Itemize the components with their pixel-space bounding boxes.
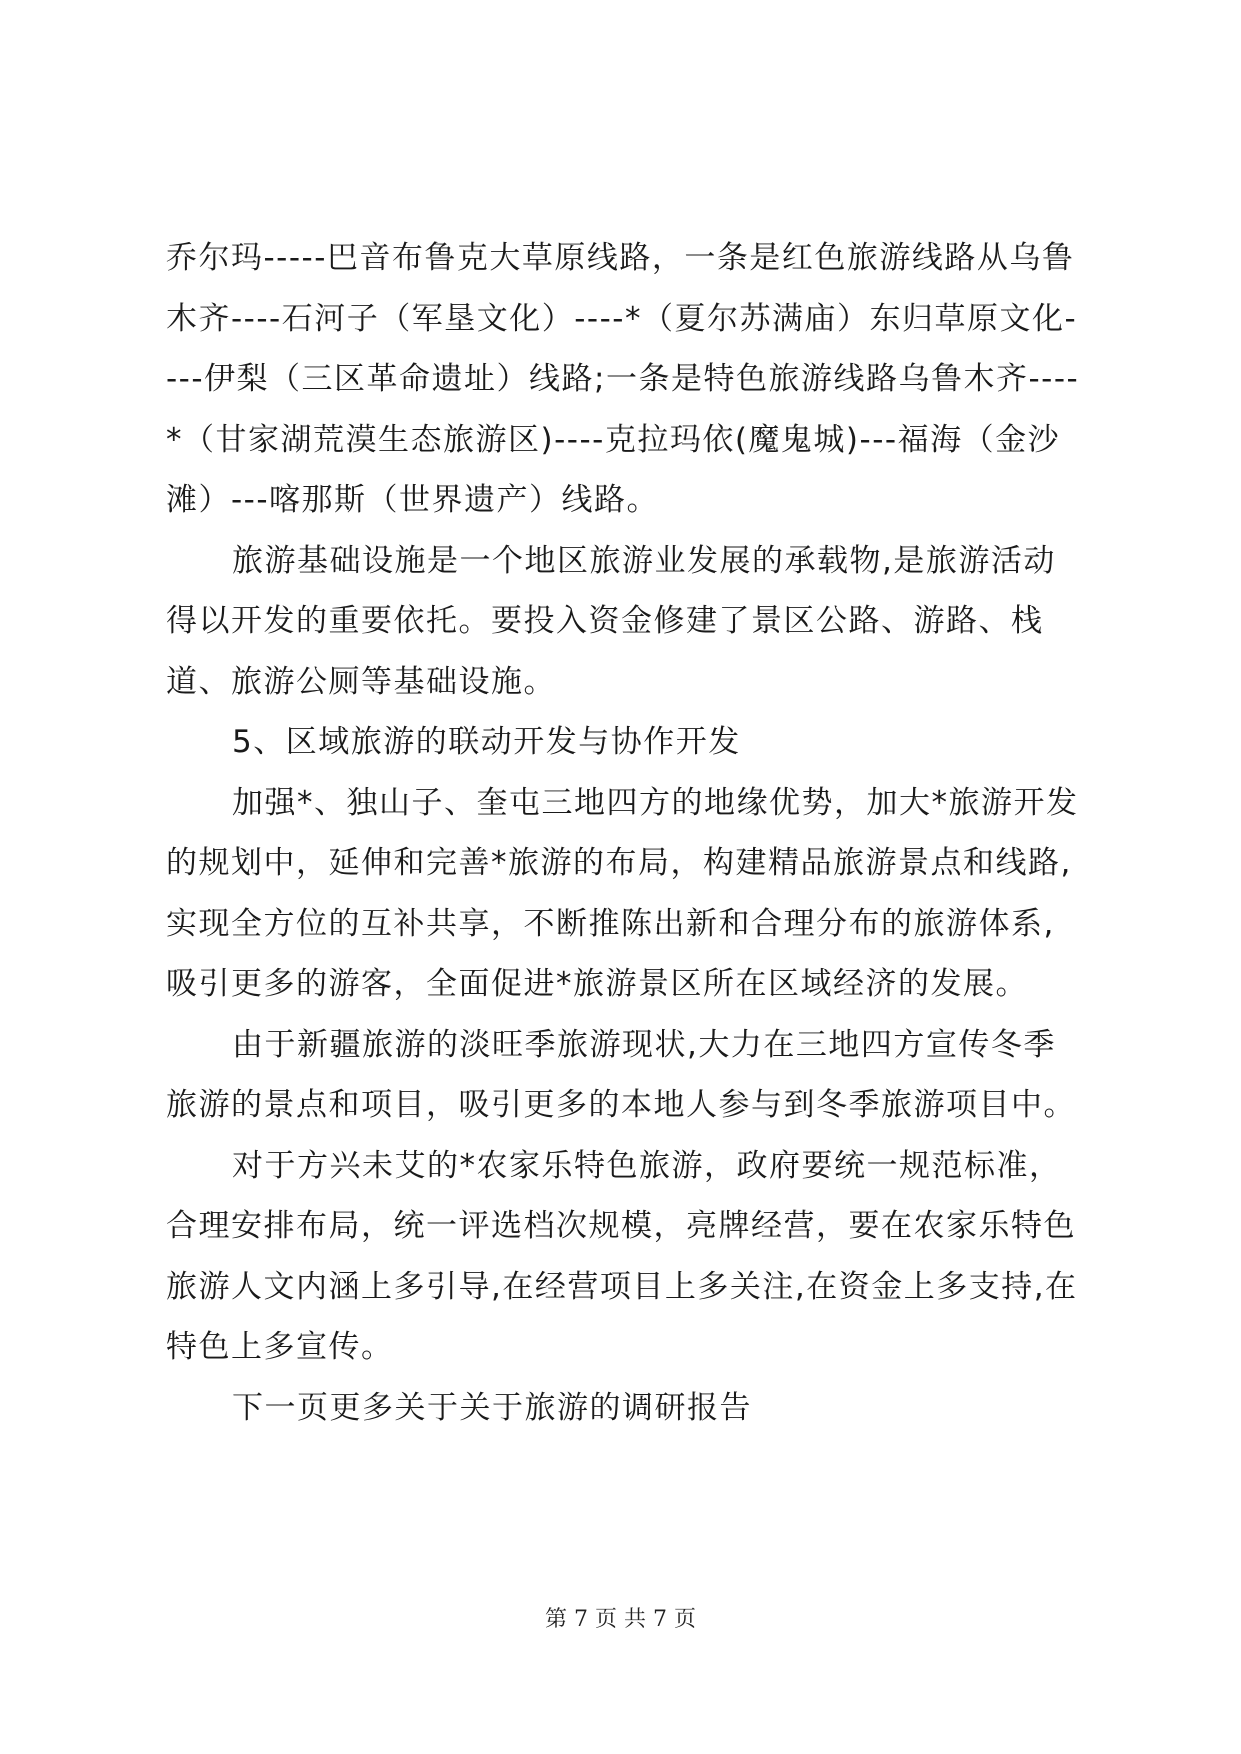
paragraph-route-continuation: 乔尔玛-----巴音布鲁克大草原线路，一条是红色旅游线路从乌鲁木齐----石河子（军垦文化）----*（夏尔苏满庙）东归草原文化----伊梨（三区革命遗址）线路;一条是特色旅游线路乌鲁木齐----*（甘家湖荒漠生态旅游区)----克拉玛依(魔鬼城)---福海（金沙滩）---喀那斯（世界遗产）线路。 (166, 240, 1080, 518)
paragraph-infrastructure: 旅游基础设施是一个地区旅游业发展的承载物,是旅游活动得以开发的重要依托。要投入资金修建了景区公路、游路、栈道、旅游公厕等基础设施。 (166, 542, 1056, 700)
section-heading-regional-tourism: 5、区域旅游的联动开发与协作开发 (232, 724, 741, 760)
page-number-footer: 第 7 页 共 7 页 (545, 1607, 696, 1632)
next-page-link-text: 下一页更多关于关于旅游的调研报告 (232, 1389, 752, 1426)
paragraph-winter-tourism: 由于新疆旅游的淡旺季旅游现状,大力在三地四方宣传冬季旅游的景点和项目，吸引更多的本地人参与到冬季旅游项目中。 (166, 1026, 1076, 1123)
paragraph-farmhouse-tourism: 对于方兴未艾的*农家乐特色旅游，政府要统一规范标准，合理安排布局，统一评选档次规模，亮牌经营，要在农家乐特色旅游人文内涵上多引导,在经营项目上多关注,在资金上多支持,在特色上多宣传。 (166, 1147, 1078, 1365)
document-body (166, 228, 1086, 1438)
paragraph-regional-cooperation: 加强*、独山子、奎屯三地四方的地缘优势，加大*旅游开发的规划中，延伸和完善*旅游的布局，构建精品旅游景点和线路,实现全方位的互补共享，不断推陈出新和合理分布的旅游体系,吸引更多的游客，全面促进*旅游景区所在区域经济的发展。 (166, 784, 1079, 1002)
